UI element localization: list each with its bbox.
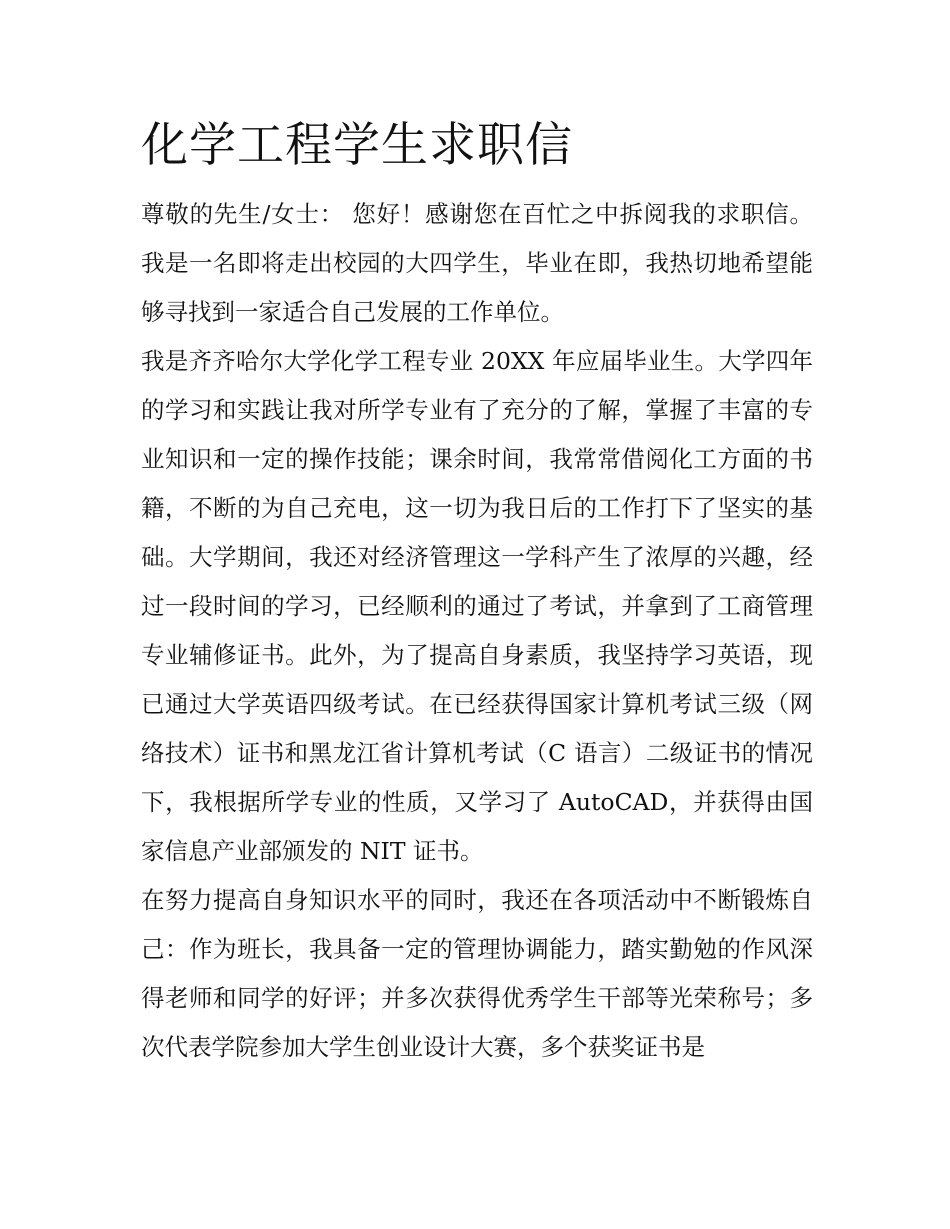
document-title: 化学工程学生求职信 (141, 118, 573, 173)
document-page (141, 110, 813, 1072)
paragraph-greeting: 尊敬的先生/女士： 您好！感谢您在百忙之中拆阅我的求职信。我是一名即将走出校园的大四学生，毕业在即，我热切地希望能够寻找到一家适合自己发展的工作单位。 (141, 200, 813, 326)
paragraph-education: 我是齐齐哈尔大学化学工程专业 20XX 年应届毕业生。大学四年的学习和实践让我对所学专业有了充分的了解，掌握了丰富的专业知识和一定的操作技能；课余时间，我常常借阅化工方面的书籍，不断的为自己充电，这一切为我日后的工作打下了坚实的基础。大学期间，我还对经济管理这一学科产生了浓厚的兴趣，经过一段时间的学习，已经顺利的通过了考试，并拿到了工商管理专业辅修证书。此外，为了提高自身素质，我坚持学习英语，现已通过大学英语四级考试。在已经获得国家计算机考试三级（网络技术）证书和黑龙江省计算机考试（C 语言）二级证书的情况下，我根据所学专业的性质，又学习了 AutoCAD，并获得由国家信息产业部颁发的 NIT 证书。 (141, 347, 813, 865)
paragraph-activities: 在努力提高自身知识水平的同时，我还在各项活动中不断锻炼自己：作为班长，我具备一定的管理协调能力，踏实勤勉的作风深得老师和同学的好评；并多次获得优秀学生干部等光荣称号；多次代表学院参加大学生创业设计大赛，多个获奖证书是 (141, 886, 813, 1061)
